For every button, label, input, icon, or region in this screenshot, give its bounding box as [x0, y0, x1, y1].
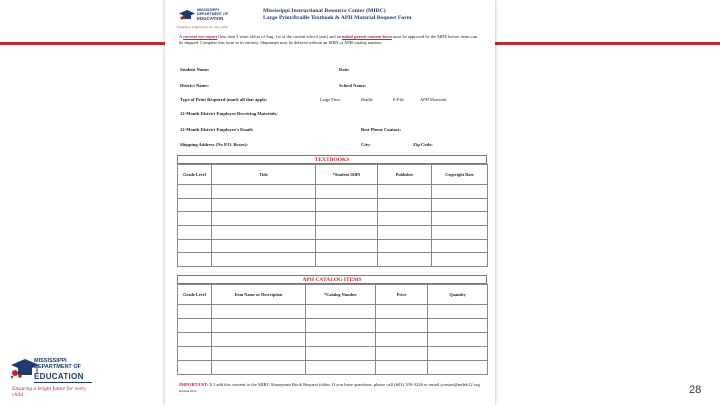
city-label: City:	[361, 142, 371, 147]
table-row	[178, 185, 488, 199]
logo-tagline: Ensuring a bright future for every child	[177, 25, 228, 29]
graduation-cap-icon	[179, 9, 195, 21]
logo-state-text: MISSISSIPPI DEPARTMENT OF	[197, 8, 229, 16]
logo-tagline: Ensuring a bright future for every child	[12, 386, 87, 398]
important-note: IMPORTANT: If I add this content to the MIRC Sharepoint Book Request folder. If you have questions, please call (601) 359-3226 or email jcarson@mdek12.org Revised 2024	[179, 382, 480, 394]
column-header: Quantity	[428, 285, 488, 305]
table-header-row	[178, 165, 488, 185]
print-option-efile: E-File	[393, 97, 404, 102]
table-row	[178, 333, 488, 347]
logo-divider	[34, 382, 92, 383]
zip-code-label: Zip Code:	[413, 142, 433, 147]
employee-email-label: 12-Month District Employee's Email:	[180, 127, 254, 132]
school-name-label: School Name:	[339, 83, 367, 88]
print-type-label: Type of Print Required (mark all that apply:	[180, 97, 268, 102]
logo-education-text: EDUCATION	[34, 372, 84, 381]
aph-catalog-table	[177, 284, 488, 375]
table-row	[178, 347, 488, 361]
print-option-braille: Braille	[361, 97, 373, 102]
shipping-address-label: Shipping Address (No P.O. Boxes):	[180, 142, 248, 147]
form-title: Mississippi Instructional Resource Center (MIRC) Large Print/Braille Textbook & APH Material Request Form	[263, 8, 412, 22]
form-header	[175, 6, 487, 32]
table-row	[178, 305, 488, 319]
column-header: Price	[376, 285, 428, 305]
logo-education-text: EDUCATION	[197, 16, 224, 21]
receiving-employee-label: 12-Month District Employee Receiving Materials:	[180, 111, 278, 116]
column-header: *Catalog Number	[306, 285, 376, 305]
table-row	[178, 253, 488, 267]
table-header-row	[178, 285, 488, 305]
column-header: Grade Level	[178, 285, 212, 305]
request-form-document	[165, 0, 495, 405]
mde-logo-small	[175, 6, 253, 32]
textbooks-table-title: TEXTBOOKS	[177, 155, 487, 164]
print-option-large: Large Print	[320, 97, 340, 102]
print-option-aph: APH Materials	[420, 97, 447, 102]
date-label: Date:	[339, 67, 350, 72]
best-phone-label: Best Phone Contact:	[361, 127, 402, 132]
textbooks-table	[177, 164, 488, 267]
column-header: Publisher	[378, 165, 432, 185]
aph-table-title: APH CATALOG ITEMS	[177, 275, 487, 284]
table-row	[178, 212, 488, 226]
student-name-label: Student Name:	[180, 67, 210, 72]
column-header: Copyright Date	[432, 165, 488, 185]
column-header: Item Name or Description	[212, 285, 306, 305]
district-name-label: District Name:	[180, 83, 209, 88]
column-header: Grade Level	[178, 165, 212, 185]
slide-number: 28	[689, 384, 702, 396]
table-row	[178, 319, 488, 333]
column-header: *Student ISBN	[316, 165, 378, 185]
mde-logo	[6, 355, 96, 400]
form-instructions: A current eye report (less than 3 years old as of Aug. 1st of the current school year) and an initial parent consent form must be approved by the MDE before items can be shipped. Complete this form in its entirety. Shipments may be delayed without an ISBN or APH catalog number.	[179, 34, 478, 45]
table-row	[178, 198, 488, 212]
logo-state-text: MISSISSIPPI DEPARTMENT OF	[34, 358, 81, 370]
table-row	[178, 226, 488, 240]
column-header: Title	[212, 165, 316, 185]
table-row	[178, 239, 488, 253]
table-row	[178, 361, 488, 375]
